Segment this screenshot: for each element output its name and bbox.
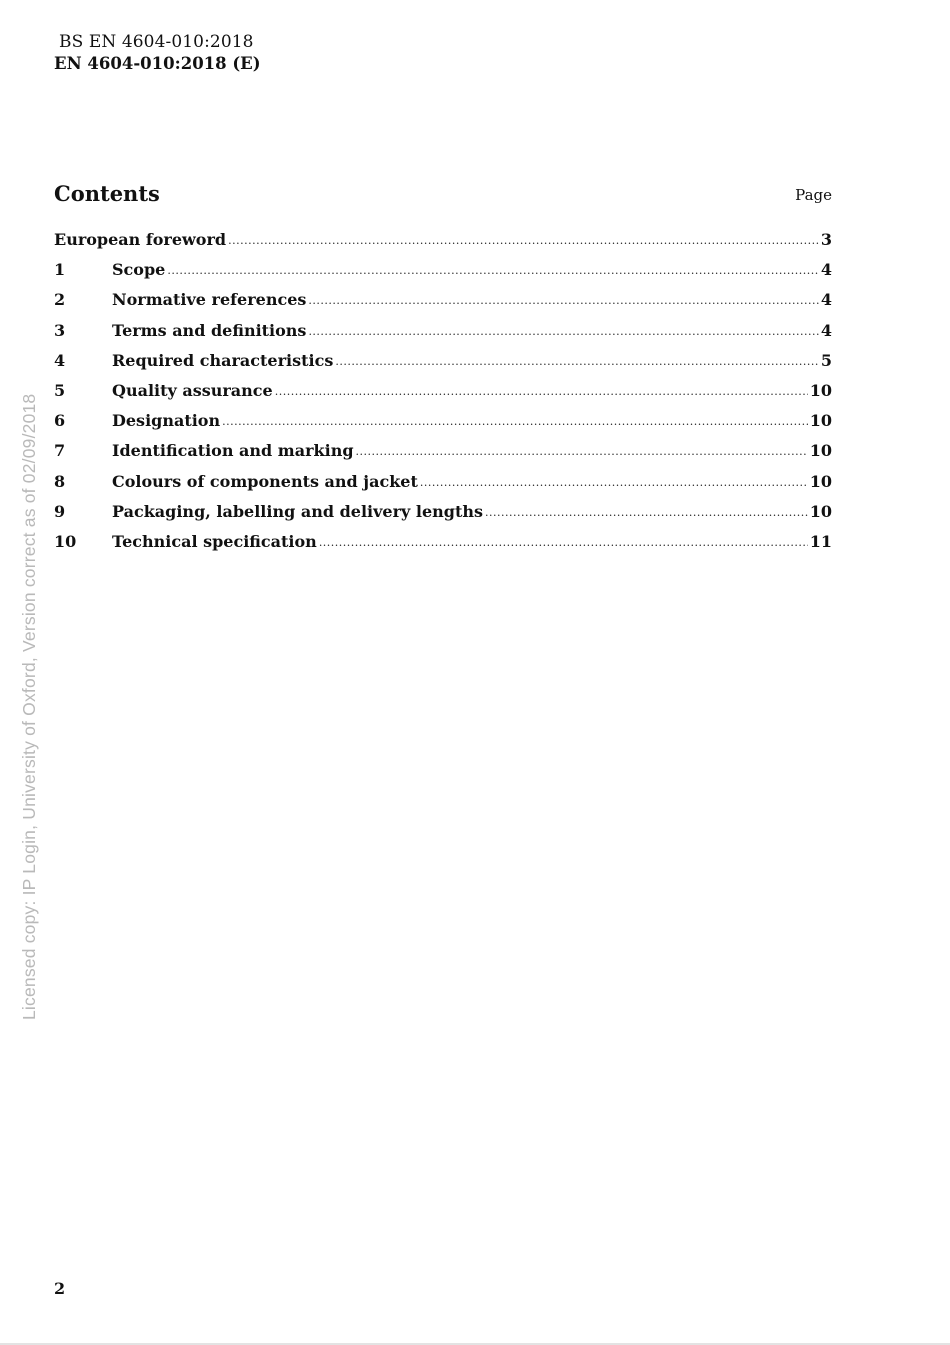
toc-entry-technical-specification[interactable]: [54, 532, 832, 562]
toc-leader-dots: [167, 264, 819, 277]
toc-leader-dots: [356, 445, 808, 458]
contents-heading: Contents: [54, 181, 160, 206]
toc-entry-number: 1: [54, 260, 66, 280]
toc-entry-foreword[interactable]: [54, 230, 832, 260]
toc-entry-number: 10: [54, 531, 77, 551]
toc-entry-title: Colours of components and jacket: [112, 471, 418, 491]
toc-entry-terms-and-definitions[interactable]: [54, 321, 832, 351]
toc-leader-dots: [308, 325, 818, 338]
toc-entry-number: 7: [54, 441, 66, 461]
toc-entry-number: 2: [54, 290, 66, 310]
toc-entry-number: 8: [54, 471, 66, 491]
toc-entry-title: Scope: [112, 260, 166, 280]
toc-entry-page: 5: [820, 350, 832, 370]
toc-entry-page: 10: [809, 380, 832, 400]
toc-entry-page: 4: [820, 320, 832, 340]
toc-entry-title: Quality assurance: [112, 380, 273, 400]
page-column-label: Page: [795, 186, 832, 204]
table-of-contents: [54, 230, 832, 562]
toc-entry-title: Terms and definitions: [112, 320, 307, 340]
license-watermark: Licensed copy: IP Login, University of Oxford, Version correct as of 02/09/2018: [19, 393, 39, 1020]
header-standard-en: EN 4604-010:2018 (E): [54, 54, 261, 73]
toc-entry-scope[interactable]: [54, 260, 832, 290]
toc-entry-page: 10: [809, 471, 832, 491]
toc-entry-title: Technical specification: [112, 531, 317, 551]
toc-entry-identification-and-marking[interactable]: [54, 441, 832, 471]
toc-entry-page: 4: [820, 260, 832, 280]
toc-entry-title: Designation: [112, 411, 221, 431]
toc-entry-required-characteristics[interactable]: [54, 351, 832, 381]
toc-entry-number: 4: [54, 350, 66, 370]
toc-leader-dots: [420, 476, 808, 489]
toc-entry-title: European foreword: [54, 230, 227, 249]
toc-entry-colours[interactable]: [54, 472, 832, 502]
toc-leader-dots: [228, 234, 819, 247]
toc-entry-page: 10: [809, 411, 832, 431]
toc-leader-dots: [308, 294, 818, 307]
header-standard-bs: BS EN 4604-010:2018: [59, 32, 254, 52]
toc-entry-page: 10: [809, 441, 832, 461]
footer-page-number: 2: [54, 1279, 66, 1298]
toc-entry-number: 9: [54, 501, 66, 521]
toc-entry-title: Normative references: [112, 290, 307, 310]
toc-leader-dots: [222, 415, 808, 428]
toc-leader-dots: [275, 385, 808, 398]
toc-entry-page: 4: [820, 290, 832, 310]
toc-entry-page: 11: [809, 531, 832, 551]
toc-entry-page: 10: [809, 501, 832, 521]
toc-leader-dots: [319, 536, 808, 549]
toc-entry-title: Required characteristics: [112, 350, 334, 370]
toc-entry-page: 3: [820, 230, 832, 249]
toc-entry-title: Identification and marking: [112, 441, 354, 461]
toc-entry-designation[interactable]: [54, 411, 832, 441]
toc-entry-title: Packaging, labelling and delivery lengths: [112, 501, 483, 521]
toc-entry-quality-assurance[interactable]: [54, 381, 832, 411]
toc-entry-number: 3: [54, 320, 66, 340]
toc-entry-normative-references[interactable]: [54, 290, 832, 320]
toc-entry-number: 5: [54, 380, 66, 400]
toc-entry-packaging[interactable]: [54, 502, 832, 532]
toc-leader-dots: [335, 355, 819, 368]
toc-entry-number: 6: [54, 411, 66, 431]
toc-leader-dots: [485, 506, 808, 519]
